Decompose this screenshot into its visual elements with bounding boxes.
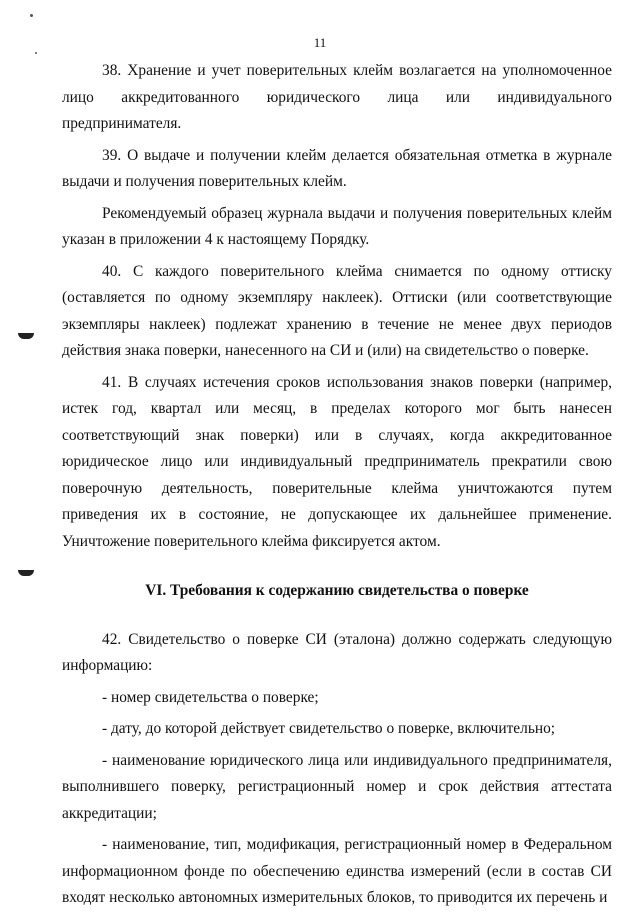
scan-speck <box>30 14 33 17</box>
section-heading: VI. Требования к содержанию свидетельства о поверке <box>145 582 529 599</box>
binding-mark-top <box>18 333 34 339</box>
list-item: - наименование юридического лица или индивидуального предпринимателя, выполнившего поверку, регистрационный номер и срок действия аттестата аккредитации; <box>62 751 612 822</box>
paragraph-40: 40. С каждого поверительного клейма снимается по одному оттиску (оставляется по одному экземпляру наклеек). Оттиски (или соответствующие экземпляры наклеек) подлежат хранению в течение не менее двух периодов действия знака поверки, нанесенного на СИ и (или) на свидетельство о поверке. <box>62 262 612 359</box>
paragraph-42: 42. Свидетельство о поверке СИ (эталона) должно содержать следующую информацию: <box>62 630 612 674</box>
list-item: - наименование, тип, модификация, регистрационный номер в Федеральном информационном фонде по обеспечению единства измерений (если в состав СИ входят несколько автономных измерительных блоков, то приводится их перечень и <box>62 836 612 906</box>
list-item: - номер свидетельства о поверке; <box>102 688 319 706</box>
binding-mark-bottom <box>18 570 34 576</box>
paragraph-38: 38. Хранение и учет поверительных клейм возлагается на уполномоченное лицо аккредитованного юридического лица или индивидуального предпринимателя. <box>62 62 612 132</box>
page-number: 11 <box>313 35 327 50</box>
document-body <box>62 58 612 917</box>
paragraph-41: 41. В случаях истечения сроков использования знаков поверки (например, истек год, квартал или месяц, в пределах которого мог быть нанесен соответствующий знак поверки) или в случаях, когда аккредитованное юридическое лицо или индивидуальный предприниматель прекратили свою поверочную деятельность, поверительные клейма уничтожаются путем приведения их в состояние, не допускающее их дальнейшее применение. Уничтожение поверительного клейма фиксируется актом. <box>62 373 612 550</box>
list-item: - дату, до которой действует свидетельство о поверке, включительно; <box>102 720 556 737</box>
scan-speck <box>35 52 37 54</box>
paragraph-39: 39. О выдаче и получении клейм делается обязательная отметка в журнале выдачи и получения поверительных клейм. <box>62 146 612 190</box>
paragraph-39-note: Рекомендуемый образец журнала выдачи и получения поверительных клейм указан в приложении 4 к настоящему Порядку. <box>62 204 612 248</box>
